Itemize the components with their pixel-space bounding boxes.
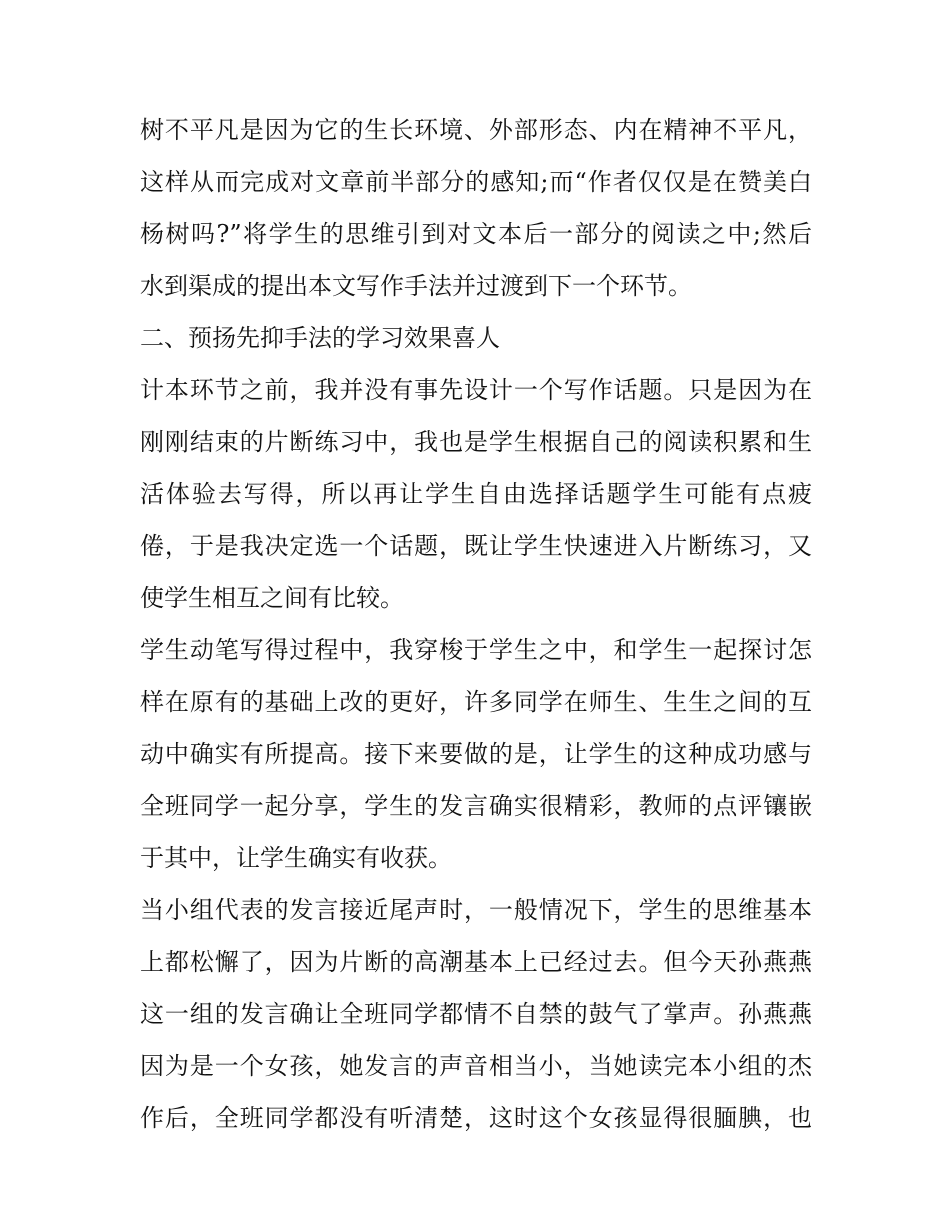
text-line-18: 这一组的发言确让全班同学都情不自禁的鼓气了掌声。孙燕燕 <box>140 1000 812 1028</box>
text-line-20: 作后，全班同学都没有听清楚，这时这个女孩显得很腼腆，也 <box>140 1104 812 1132</box>
document-page <box>140 104 812 1144</box>
text-line-19: 因为是一个女孩，她发言的声音相当小，当她读完本小组的杰 <box>140 1052 812 1080</box>
text-line-10: 使学生相互之间有比较。 <box>140 584 404 612</box>
text-line-16: 当小组代表的发言接近尾声时，一般情况下，学生的思维基本 <box>140 896 812 924</box>
text-line-15: 于其中，让学生确实有收获。 <box>140 844 452 872</box>
text-line-8: 活体验去写得，所以再让学生自由选择话题学生可能有点疲 <box>140 480 812 508</box>
text-line-13: 动中确实有所提高。接下来要做的是，让学生的这种成功感与 <box>140 740 812 768</box>
text-line-14: 全班同学一起分享，学生的发言确实很精彩，教师的点评镶嵌 <box>140 792 812 820</box>
text-line-11: 学生动笔写得过程中，我穿梭于学生之中，和学生一起探讨怎 <box>140 636 812 664</box>
text-line-9: 倦，于是我决定选一个话题，既让学生快速进入片断练习，又 <box>140 532 812 560</box>
text-line-12: 样在原有的基础上改的更好，许多同学在师生、生生之间的互 <box>140 688 812 716</box>
text-line-17: 上都松懈了，因为片断的高潮基本上已经过去。但今天孙燕燕 <box>140 948 812 976</box>
text-line-4: 水到渠成的提出本文写作手法并过渡到下一个环节。 <box>140 272 692 300</box>
text-line-3: 杨树吗?”将学生的思维引到对文本后一部分的阅读之中;然后 <box>140 220 812 248</box>
section-heading: 二、预扬先抑手法的学习效果喜人 <box>140 324 500 352</box>
text-line-1: 树不平凡是因为它的生长环境、外部形态、内在精神不平凡， <box>140 116 812 144</box>
text-line-6: 计本环节之前，我并没有事先设计一个写作话题。只是因为在 <box>140 376 812 404</box>
text-line-2: 这样从而完成对文章前半部分的感知;而“作者仅仅是在赞美白 <box>140 168 812 196</box>
text-line-7: 刚刚结束的片断练习中，我也是学生根据自己的阅读积累和生 <box>140 428 812 456</box>
